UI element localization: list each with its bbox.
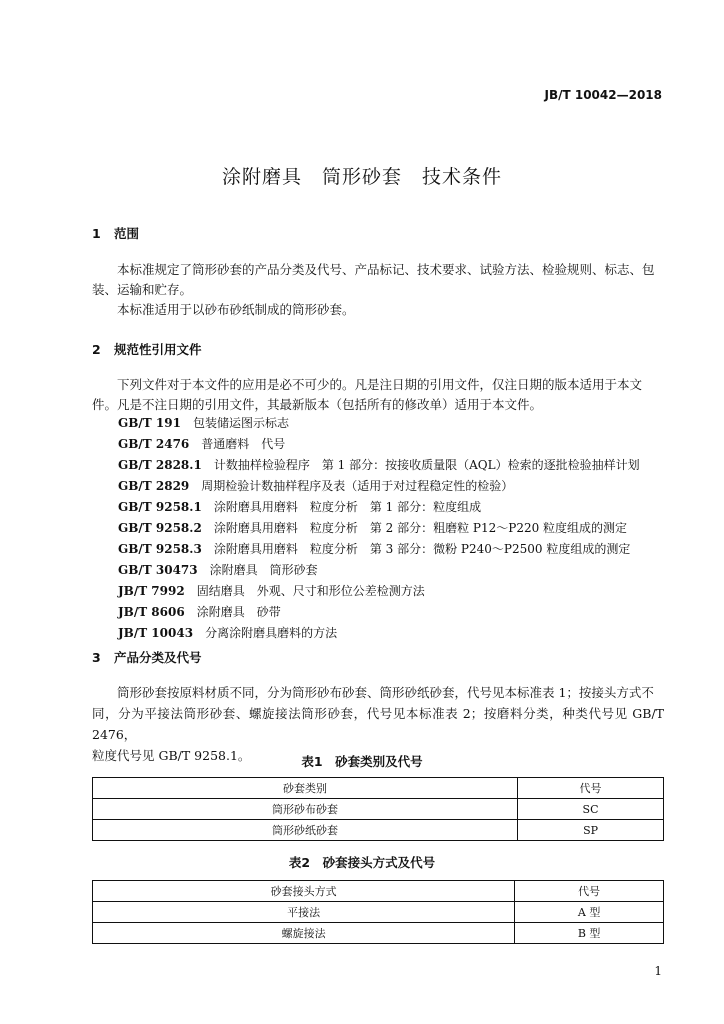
- normative-intro: [92, 375, 664, 415]
- table1-caption: 表1 砂套类别及代号: [301, 754, 423, 769]
- reference-code: GB/T 2828.1: [118, 458, 202, 472]
- table-header-cell: 砂套类别: [93, 778, 518, 799]
- text-line: 筒形砂套按原料材质不同，分为筒形砂布砂套、筒形砂纸砂套，代号见本标准表 1；按接头方式不: [117, 685, 654, 700]
- reference-item: [118, 540, 630, 557]
- table-cell: SP: [518, 820, 664, 841]
- reference-code: GB/T 9258.1: [118, 500, 202, 514]
- reference-title: 普通磨料 代号: [201, 437, 286, 451]
- reference-title: 固结磨具 外观、尺寸和形位公差检测方法: [196, 584, 425, 598]
- reference-code: GB/T 2476: [118, 437, 190, 451]
- section-heading-1: [92, 224, 139, 242]
- table-cell: A 型: [515, 902, 664, 923]
- table-row: [93, 799, 664, 820]
- reference-item: [118, 519, 627, 536]
- table-header-cell: 代号: [518, 778, 664, 799]
- reference-title: 包装储运图示标志: [192, 416, 289, 430]
- reference-item: [118, 435, 285, 452]
- section-title: 范围: [114, 226, 140, 241]
- text-line: 下列文件对于本文件的应用是必不可少的。凡是注日期的引用文件，仅注日期的版本适用于本文: [117, 377, 643, 392]
- reference-code: JB/T 7992: [118, 584, 185, 598]
- table-header-cell: 代号: [515, 881, 664, 902]
- text-line: 同，分为平接法筒形砂套、螺旋接法筒形砂套，代号见本标准表 2；按磨料分类，种类代号见 GB/T 2476，: [92, 706, 664, 742]
- text-line: 件。凡是不注日期的引用文件，其最新版本（包括所有的修改单）适用于本文件。: [92, 397, 543, 412]
- text-line: 粒度代号见 GB/T 9258.1。: [92, 748, 251, 763]
- table-row: [93, 923, 664, 944]
- section-number: 2: [92, 342, 101, 357]
- reference-code: JB/T 8606: [118, 605, 185, 619]
- section-heading-2: [92, 340, 202, 358]
- table1: [92, 777, 664, 841]
- table2-caption: 表2 砂套接头方式及代号: [288, 855, 436, 870]
- table-cell: B 型: [515, 923, 664, 944]
- reference-title: 周期检验计数抽样程序及表（适用于对过程稳定性的检验）: [201, 479, 514, 493]
- section-number: 1: [92, 226, 101, 241]
- table-header-row: [93, 881, 664, 902]
- reference-code: GB/T 2829: [118, 479, 190, 493]
- reference-title: 分离涂附磨具磨料的方法: [205, 626, 338, 640]
- section-heading-3: [92, 648, 202, 666]
- reference-title: 涂附磨具用磨料 粒度分析 第 1 部分：粒度组成: [213, 500, 482, 514]
- standard-number: JB/T 10042—2018: [544, 88, 662, 102]
- reference-item: [118, 603, 281, 620]
- table-row: [93, 820, 664, 841]
- text-line: 本标准规定了筒形砂套的产品分类及代号、产品标记、技术要求、试验方法、检验规则、标志、包: [117, 262, 655, 277]
- page-number: 1: [654, 964, 662, 978]
- reference-item: [118, 624, 337, 641]
- scope-paragraph-1: [92, 260, 664, 300]
- document-title: 涂附磨具 筒形砂套 技术条件: [221, 166, 502, 188]
- section-title: 规范性引用文件: [114, 342, 202, 357]
- reference-title: 涂附磨具 筒形砂套: [209, 563, 318, 577]
- section-number: 3: [92, 650, 101, 665]
- table-cell: 筒形砂布砂套: [93, 799, 518, 820]
- section-title: 产品分类及代号: [114, 650, 202, 665]
- reference-item: [118, 456, 640, 473]
- reference-code: JB/T 10043: [118, 626, 194, 640]
- table-cell: 筒形砂纸砂套: [93, 820, 518, 841]
- reference-item: [118, 582, 425, 599]
- reference-code: GB/T 9258.3: [118, 542, 202, 556]
- table-header-cell: 砂套接头方式: [93, 881, 515, 902]
- reference-item: [118, 498, 481, 515]
- table-cell: SC: [518, 799, 664, 820]
- table-header-row: [93, 778, 664, 799]
- table2: [92, 880, 664, 944]
- reference-item: [118, 414, 289, 431]
- reference-code: GB/T 9258.2: [118, 521, 202, 535]
- reference-title: 涂附磨具 砂带: [196, 605, 281, 619]
- reference-code: GB/T 191: [118, 416, 181, 430]
- scope-paragraph-2: 本标准适用于以砂布砂纸制成的筒形砂套。: [117, 302, 355, 317]
- table-row: [93, 902, 664, 923]
- table-cell: 平接法: [93, 902, 515, 923]
- reference-item: [118, 477, 513, 494]
- table-cell: 螺旋接法: [93, 923, 515, 944]
- reference-code: GB/T 30473: [118, 563, 198, 577]
- reference-item: [118, 561, 318, 578]
- reference-title: 涂附磨具用磨料 粒度分析 第 2 部分：粗磨粒 P12～P220 粒度组成的测定: [213, 521, 628, 535]
- text-line: 装、运输和贮存。: [92, 282, 193, 297]
- reference-title: 涂附磨具用磨料 粒度分析 第 3 部分：微粉 P240～P2500 粒度组成的测定: [213, 542, 631, 556]
- reference-title: 计数抽样检验程序 第 1 部分：按接收质量限（AQL）检索的逐批检验抽样计划: [213, 458, 640, 472]
